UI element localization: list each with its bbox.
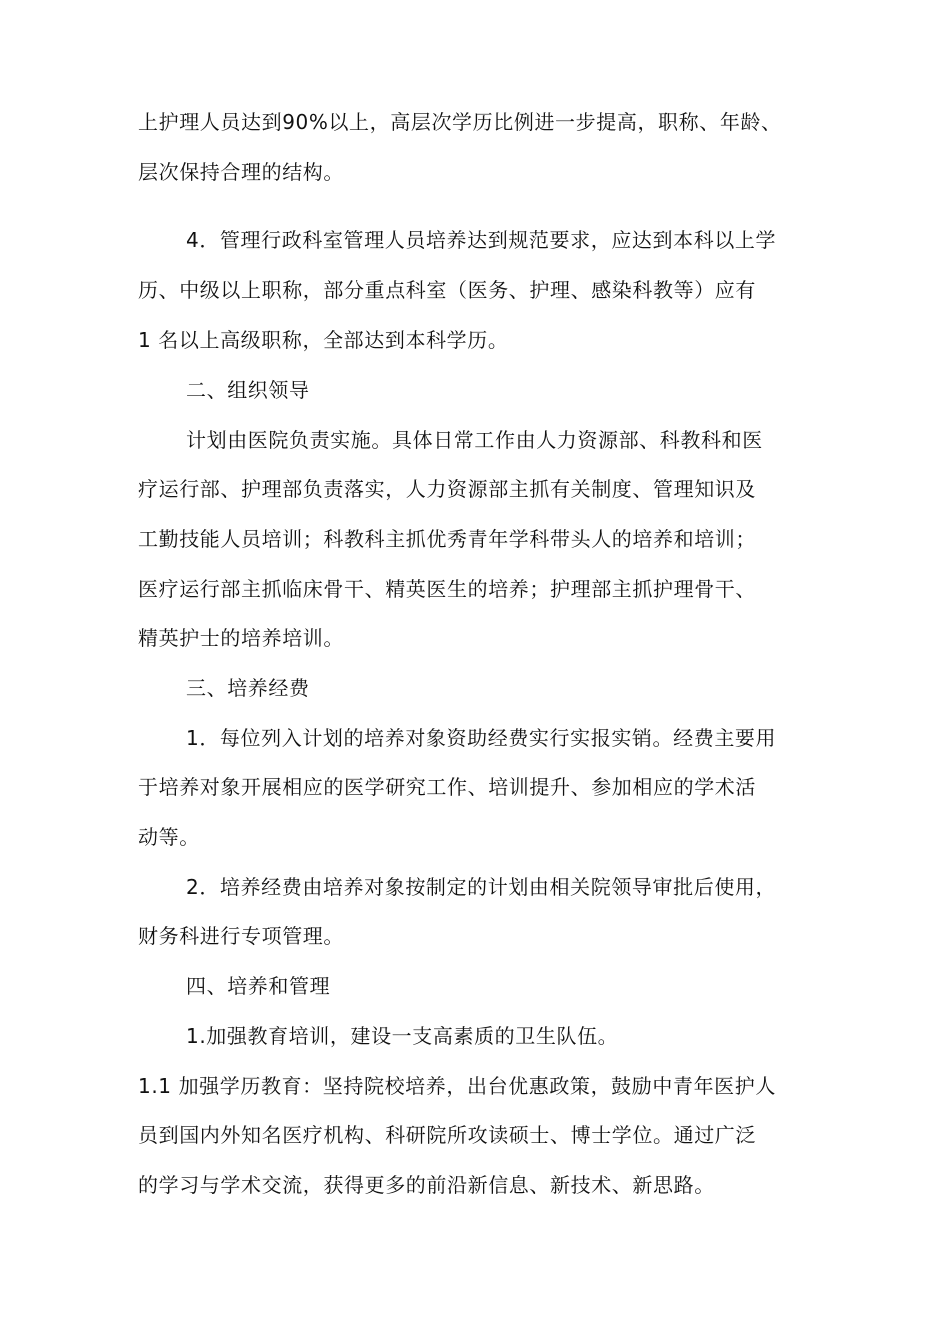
paragraph-line: 计划由医院负责实施。具体日常工作由人力资源部、科教科和医	[186, 428, 763, 452]
paragraph-line: 医疗运行部主抓临床骨干、精英医生的培养；护理部主抓护理骨干、	[138, 577, 756, 601]
paragraph-line: 4．管理行政科室管理人员培养达到规范要求，应达到本科以上学	[186, 228, 777, 252]
paragraph-line: 1．每位列入计划的培养对象资助经费实行实报实销。经费主要用	[186, 726, 777, 750]
paragraph-line: 员到国内外知名医疗机构、科研院所攻读硕士、博士学位。通过广泛	[138, 1123, 756, 1147]
paragraph-line: 1.加强教育培训，建设一支高素质的卫生队伍。	[186, 1024, 619, 1048]
paragraph-line: 动等。	[138, 825, 200, 849]
paragraph-line: 历、中级以上职称，部分重点科室（医务、护理、感染科教等）应有	[138, 278, 756, 302]
section-heading: 三、培养经费	[186, 676, 310, 700]
paragraph-line: 财务科进行专项管理。	[138, 924, 344, 948]
paragraph-line: 1.1 加强学历教育：坚持院校培养，出台优惠政策，鼓励中青年医护人	[138, 1074, 776, 1098]
paragraph-line: 疗运行部、护理部负责落实，人力资源部主抓有关制度、管理知识及	[138, 477, 756, 501]
paragraph-line: 精英护士的培养培训。	[138, 626, 344, 650]
paragraph-line: 工勤技能人员培训；科教科主抓优秀青年学科带头人的培养和培训；	[138, 527, 756, 551]
paragraph-line: 上护理人员达到90%以上，高层次学历比例进一步提高，职称、年龄、	[138, 110, 782, 134]
paragraph-line: 于培养对象开展相应的医学研究工作、培训提升、参加相应的学术活	[138, 775, 756, 799]
paragraph-line: 2．培养经费由培养对象按制定的计划由相关院领导审批后使用，	[186, 875, 777, 899]
paragraph-line: 1 名以上高级职称，全部达到本科学历。	[138, 328, 509, 352]
section-heading: 四、培养和管理	[186, 974, 331, 998]
paragraph-line: 层次保持合理的结构。	[138, 160, 344, 184]
section-heading: 二、组织领导	[186, 378, 310, 402]
paragraph-line: 的学习与学术交流，获得更多的前沿新信息、新技术、新思路。	[138, 1173, 715, 1197]
